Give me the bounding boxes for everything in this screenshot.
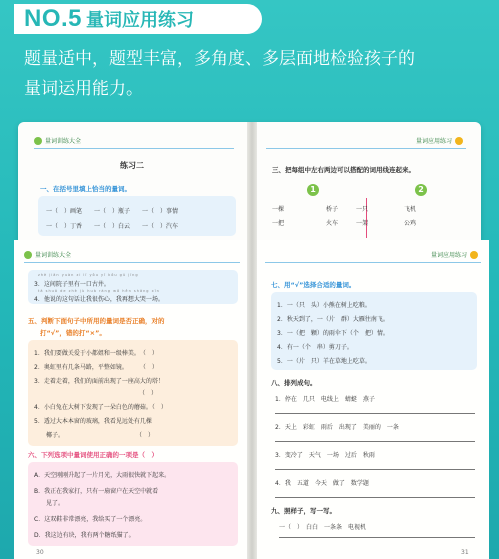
answer-line-5[interactable]	[279, 536, 475, 538]
select-item-4: 4．有一（个 串）剪刀子。	[277, 344, 353, 351]
judge-item-1: 1．我们要做关爱于小都姐和一级棒美。 （ ）	[34, 350, 158, 357]
tree-icon	[455, 137, 463, 145]
back-left-title: 练习二	[120, 161, 144, 170]
judge-item-5-cont: 椰子。 （ ）	[34, 432, 155, 439]
order-item-3: 3．变冷了 天气 一场 过后 秋雨	[275, 452, 375, 459]
front-right-page	[257, 240, 489, 559]
box-judgement	[28, 340, 238, 446]
badge-title: 量词应用练习	[86, 10, 195, 31]
choice-d: D．我这边有块，我有两个糖纸猫了。	[34, 532, 135, 539]
tree-icon	[470, 251, 478, 259]
box-sentence-3: 3．这间院子里有一口古井。	[34, 281, 110, 288]
front-left-header	[24, 250, 240, 263]
judge-item-4: 4．小白兔在大树下发现了一朵白色的蘑菇。（ ）	[34, 404, 167, 411]
intro-line-2: 量词运用能力。	[24, 79, 143, 99]
choice-a: A．天空刚刚升起了一片月光，大雨很快就下起来。	[34, 472, 171, 479]
judge-item-3: 3．走着走着，我们的面前出现了一座高大的塔！	[34, 378, 164, 385]
book-spine	[247, 122, 257, 559]
front-right-header	[265, 250, 481, 263]
badge-number: NO.5	[24, 5, 83, 32]
box-choice	[28, 462, 238, 546]
box-sentences: zhè jiān yuàn zi lǐ yǒu yī kǒu gǔ jǐng 3．这间院子里有一口古井。 tā shuō de zhè jù huà ràng wǒ hěn shāng xīn 4．他说的这句话让我很伤心，我再想大哭一场。	[28, 270, 238, 304]
section-9: 九、照样子，写一写。	[271, 507, 336, 515]
back-right-section: 三、把每组中左右两边可以搭配的词用线连起来。	[272, 166, 415, 174]
front-left-page	[14, 240, 247, 559]
section-8: 八、排列成句。	[271, 379, 317, 387]
order-item-2: 2．天上 彩虹 雨后 出现了 美丽的 一条	[275, 424, 399, 431]
choice-b: B．我正在我家打，只有一扇窗户在天空中就看	[34, 488, 159, 495]
judge-item-5: 5．透过大本本窗的玻璃，我看见远处有几棵	[34, 418, 152, 425]
box-sentence-4: 4．他说的这句话让我很伤心，我再想大哭一场。	[34, 296, 164, 303]
page-number-left: 30	[36, 549, 44, 556]
intro-line-1: 题量适中，题型丰富，多角度、多层面地检验孩子的	[24, 49, 415, 69]
order-item-1: 1．停在 几只 电线上 蜻蜓 燕子	[275, 396, 375, 403]
select-item-5: 5．一（片 只）羊在草地上吃草。	[277, 358, 371, 365]
answer-line-1[interactable]	[275, 412, 475, 414]
section-5-line-1: 五、判断下面句子中所用的量词是否正确，对的	[28, 317, 165, 325]
group-2-badge: 2	[415, 184, 427, 196]
answer-line-3[interactable]	[275, 468, 475, 470]
front-right-book-label: 量词应用练习	[430, 252, 467, 259]
intro-text	[24, 44, 484, 104]
back-left-box	[38, 196, 236, 236]
choice-b-cont: 见了。	[34, 500, 65, 507]
section-5-line-2: 打“√”，错的打“×”。	[40, 329, 106, 337]
back-left-book-label: 量词训练大全	[45, 138, 82, 145]
front-left-book-label: 量词训练大全	[35, 252, 72, 259]
select-item-2: 2．秋天到了，一（片 群）大雁往南飞。	[277, 316, 389, 323]
back-right-row-1: 一棵 桥子 一只 飞机	[272, 206, 417, 213]
back-right-book-label: 量词应用练习	[415, 138, 452, 145]
order-item-4: 4．我 五道 今天 做了 数学题	[275, 480, 369, 487]
back-left-section1: 一、在括号里填上恰当的量词。	[40, 185, 131, 193]
select-item-3: 3．一（把 颗）的雨伞下（个 把）情。	[277, 330, 389, 337]
back-right-row-2: 一把 火车 一架 公鸡	[272, 220, 417, 227]
choice-c: C．这双鞋非常漂亮，我给买了一个漂亮。	[34, 516, 147, 523]
answer-line-4[interactable]	[275, 496, 475, 498]
book-icon	[34, 137, 42, 145]
page-number-right: 31	[461, 549, 469, 556]
select-item-1: 1．一（只 头）小熊在树上吃粮。	[277, 302, 371, 309]
title-badge	[14, 4, 262, 34]
answer-line-2[interactable]	[275, 440, 475, 442]
back-left-row-2: 一（ ）丁香 一（ ）白云 一（ ）汽车	[46, 223, 179, 230]
judge-item-2: 2．奥虹里有几条马路，平整如镜。 （ ）	[34, 364, 158, 371]
judge-item-3-cont: （ ）	[34, 390, 158, 397]
group-1-badge: 1	[307, 184, 319, 196]
back-left-row-1: 一（ ）画笔 一（ ）瓶子 一（ ）事情	[46, 208, 179, 215]
section-6: 六、下列选项中量词使用正确的一项是（ ）	[28, 451, 158, 459]
box-select	[271, 292, 477, 370]
section-7: 七、用“√”选择合适的量词。	[271, 281, 356, 289]
example-9: 一（ ） 白白 一条条 电视机	[279, 524, 367, 531]
book-icon	[24, 251, 32, 259]
back-right-header	[266, 136, 466, 149]
back-left-header	[34, 136, 234, 149]
